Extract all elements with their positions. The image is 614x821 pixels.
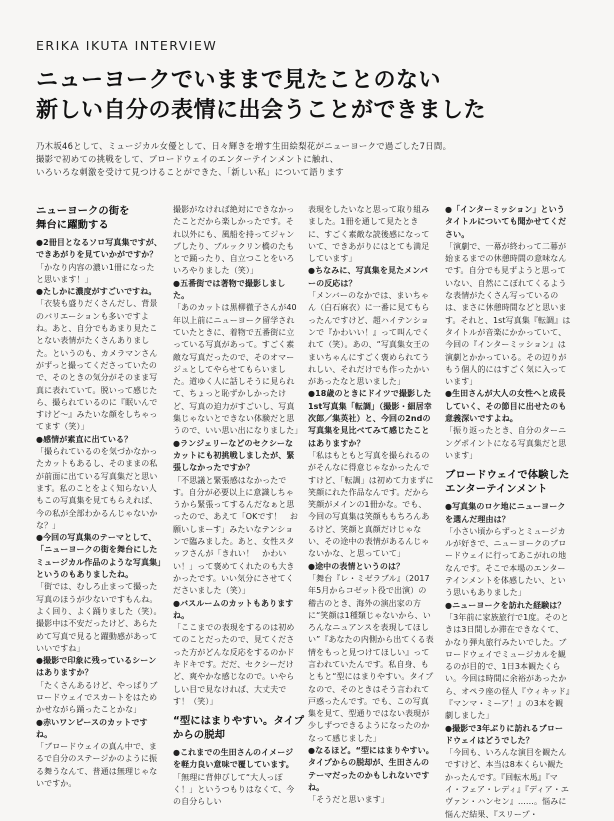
paragraph: ●これまでの生田さんのイメージを軽力良い意味で覆しています。 (173, 748, 294, 770)
headline-line-2: 新しい自分の表情に出会うことができました (36, 98, 487, 123)
paragraph: ●生田さんが大人の女性へと成長していく、その節目に出せたのも意義深いですよね。 (445, 389, 567, 424)
paragraph: ●18歳のときにドイツで撮影した1st写真集「転調」（撮影・細居幸次郎／集英社）と、今回の2ndの写真集を見比べてみて感じたことはありますか？ (308, 389, 432, 448)
paragraph: ●ニューヨークを訪れた経験は？ (445, 600, 566, 610)
headline (36, 66, 596, 126)
paragraph: 「衣装も盛りだくさんだし、背景のバリエーションも多いですよね。あと、自分でもあまり見たことない表情がたくさんありました。というのも、カメラマンさんがずっと撮ってくださっていたので、そのときの気分がそのまま写真に表れていて。脱いって感じたら、撮られているのに『眠いんですけど～』みたいな顔をしちゃってます（笑）」 (36, 299, 158, 432)
paragraph: 「私はもともと写真を撮られるのがそんなに得意じゃなかったんですけど、「転調」は初めて力まずに笑顔にれた作品なんです。だから笑顔がメインの1冊かな。でも、今回の写真集は笑顔ももちろんあるけど、笑顔と真顔だけじゃない、その途中の表情があるんじゃないかな、と思っていて」 (308, 450, 434, 559)
section-heading-broadway: ブロードウェイで体験した エンターテインメント (445, 469, 570, 496)
column-3 (308, 204, 434, 807)
paragraph: 「演劇で、一幕が終わって二幕が始まるまでの休憩時間の意味なんです。自分でも見ずようと思っていない、自然にこぼれてくるような表情がたくさん写っているのは、まさに休憩時間などと思います。それと、1st写真集『転調』はタイトルが音楽にかかっていて、今回の『インターミッション』は演劇とかかっている。その辺りがもう個人的にはすごく気に入っています」 (445, 241, 571, 387)
lead-line-2: 撮影で初めての挑戦をして、ブロードウェイのエンターテインメントに触れ、 (36, 154, 339, 165)
lead-line-3: いろいろな刺激を受けて見つけることができた、「新しい私」について語ります (36, 167, 344, 178)
paragraph: 「ここまでの表現をするのは初めてのことだったので、見てくださった方がどんな反応をするのかドキドキです。だだ、セクシーだけど、爽やかな感じなので。いやらしい目で見なければ、大丈夫です！（笑）」 (173, 623, 295, 706)
column-4 (445, 204, 571, 821)
paragraph: 「たくさんあるけど、やっぱりブロードウェイでスカートをはためかせながら踊ったことかな」 (36, 680, 158, 715)
section-heading-new-york-streets: ニューヨークの街を 舞台に躍動する (36, 205, 130, 231)
paragraph: 「かなり内容の濃い1冊になったと思います！」 (36, 262, 155, 284)
paragraph: 「メンバーのなかでは、まいちゃん（白石麻衣）に一番に見てもらったんですけど、超ハイテンションで『かわいい！』って叫んでくれて（笑）。あの、“写真集女王のまいちゃんにすごく褒められてうれしい、それだけでも作ったかいがあったなと思いました」 (308, 291, 430, 387)
paragraph: 表現をしたいなと思って取り組みました。1冊を通して見たときに、すごく素敵な読後感になっていて、できあがりにはとても満足しています」 (308, 205, 430, 264)
lead-line-1: 乃木坂46として、ミュージカル女優として、日々輝きを増す生田絵梨花がニューヨークで過ごした7日間。 (36, 141, 452, 151)
paragraph: 「3年前に家族旅行で1度。そのときは3日間しか滞在できなくて、かなり弾丸旅行みたいでした。ブロードウェイでミュージカルを観るのが目的で、1日3本観たくらい。今回は時間に余裕があったから、オペラ座の怪人『ウィキッド』『マンマ・ミーア！』の3本を観劇しました」 (445, 612, 570, 721)
paragraph: ●「インターミッション」というタイトルについても聞かせてください。 (445, 205, 567, 239)
paragraph: ●五番街では著物で撮影しました。 (173, 278, 286, 301)
paragraph: ●ランジェリーなどのセクシーなカットにも初挑戦しましたが、緊張しなかったですか？ (173, 438, 295, 473)
paragraph: 「撮られているのを気づかなかったカットもあるし、そのままの私が前面に出ている写真集だと思います。私のことをよく知らない人もこの写真集を見てもらえれば、今の私が全部わかるんじゃないかな？」 (36, 447, 158, 530)
paragraph: ●撮影で3年ぶりに訪れるブロードウェイはどうでした？ (445, 723, 564, 745)
paragraph: ●たしかに濃度がすごいですね。 (36, 287, 157, 297)
paragraph: 「そうだと思います」 (308, 795, 389, 805)
paragraph: ●今回の写真集のテーマとして、「ニューヨークの街を舞台にしたミュージカル作品のような写真集」というのもありましたね。 (36, 533, 162, 580)
paragraph: ●バスルームのカットもありますね。 (173, 598, 294, 620)
paragraph: 「舞台『レ・ミゼラブル』（2017年5月からコゼット役で出演）の稽古のとき、海外の演出家の方に“笑顔は1種類じゃないから、いろんなニュアンスを表現してほしい”『あなたの内側から出てくる表情をもっと見つけてほしい』って言われていたんです。私自身、もともと“型にはまりやすい。タイプなので、そのときはそう言われて戸惑ったんです。でも、この写真集を見て、型通りではない表現が少しずつできるようになったのかなって感じました」 (308, 573, 434, 743)
paragraph: ●ちなみに、写真集を見たメンバーの反応は？ (308, 266, 428, 288)
paragraph: 「街では、むしろ止まって撮った写真のほうが少ないですもんね。よく回り、よく踊りました（笑）。撮影中は不安だったけど、あらためて写真で見ると躍動感があっていいですね」 (36, 582, 162, 653)
paragraph: 「不思議と緊張感はなかったです。自分が必要以上に意識しちゃうから緊張ってするんだなぁと思ったので、あえて「OKです！ お願いしまーす」みたいなテンションで臨みました。あと、女性スタッフさんが「きれい！ かわいい！」って褒めてくれたのも大きかったです。いい気分にさせてくださいました（笑）」 (173, 475, 298, 596)
paragraph: ●撮影で印象に残っているシーンはありますか？ (36, 656, 157, 678)
paragraph: 「小さい頃からずっとミュージカルが好きで、ニューヨークのブロードウェイに行ってあこがれの地なんです。そこで本場のエンターテインメントを体感したい、という思いもありました」 (445, 526, 567, 598)
lead-paragraph (36, 140, 596, 180)
headline-line-1: ニューヨークでいままで見たことのない (36, 68, 442, 93)
paragraph: 「今回も、いろんな演目を観たんですけど、本当は8本くらい観たかったんです。『回転木馬』『マイ・フェア・レディ』『ディア・エヴァン・ハンセン』……。悩みに悩んだ結果、『スリープ・ (445, 748, 569, 819)
paragraph: ●写真集のロケ地にニューヨークを選んだ理由は？ (445, 502, 566, 524)
paragraph: 「あのカットは黒柳徹子さんが40年以上前にニューヨーク留学されていたときに、着物で五番街に立っている写真があって。すごく素敵な写真だったので、そのオマージュとしてやらせてもらいました。道ゆく人に話しそうに見られて、ちょっと恥ずかしかったけど、写真の迫力がすごいし、写真集じゃないとできない体験だと思うので、いい思い出になりました」 (173, 303, 303, 436)
column-2 (173, 204, 305, 809)
header-label: ERIKA IKUTA INTERVIEW (36, 38, 218, 53)
column-1 (36, 204, 162, 790)
paragraph: ●赤いワンピースのカットですね。 (36, 717, 148, 739)
paragraph: 「ブロードウェイの真ん中で、まるで自分のステージかのように振る舞うなんて、普通は無理じゃないですか。 (36, 742, 158, 789)
paragraph: ●途中の表情というのは？ (308, 561, 405, 571)
paragraph: ●感情が素直に出ている？ (36, 434, 133, 444)
paragraph: 撮影がなければ絶対にできなかったことだから楽しかったです。それ以外にも、風船を持ってジャンプしたり、ブルックリン橋のたもとで踊ったり、自立つことをいろいろやりました（笑）」 (173, 205, 295, 276)
paragraph: ●2冊目となるソロ写真集ですが、できあがりを見ていかがですか？ (36, 238, 162, 260)
section-heading-breaking-type: “型にはまりやすい。タイプ からの脱却 (173, 715, 305, 742)
paragraph: 「振り返ったとき、自分のターニングポイントになる写真集だと思います」 (445, 426, 567, 460)
paragraph: ●なるほど。“型にはまりやすい。タイプからの脱却が、生田さんのテーマだったのかもしれないですね。 (308, 746, 434, 792)
paragraph: 「無理に背伸びして“大人っぽく！」というつもりはなくて、今の自分らしい (173, 772, 295, 807)
